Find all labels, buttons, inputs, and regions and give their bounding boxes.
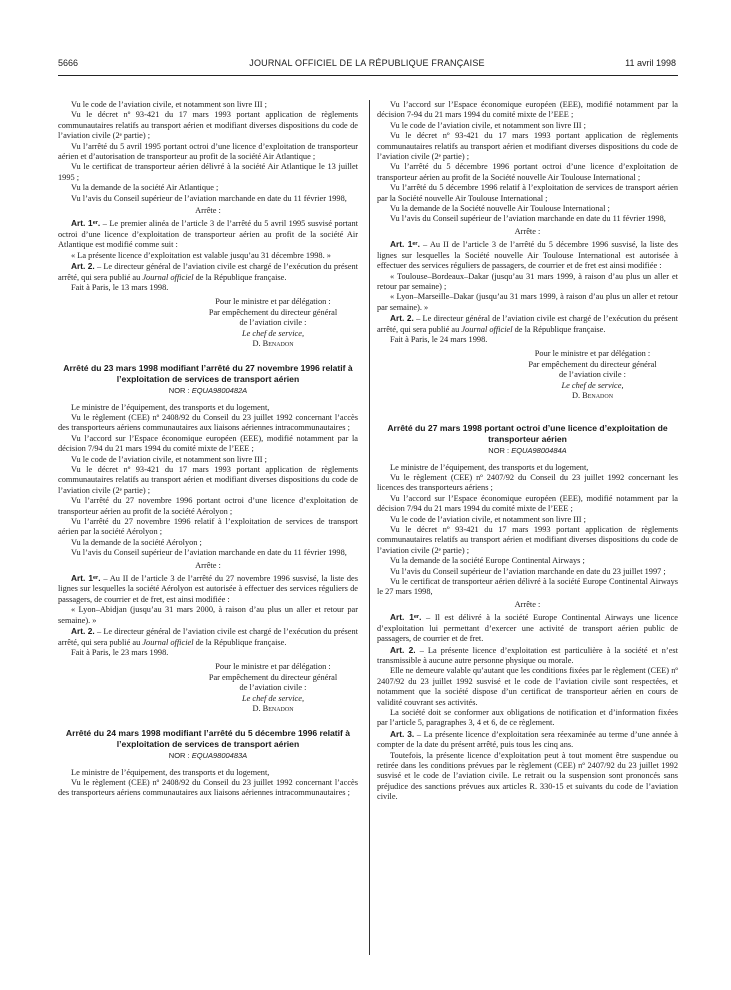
article-label: Art. 1ᵉʳ. [390, 612, 422, 623]
nor-label: NOR : [168, 751, 192, 761]
article-2 [58, 261, 358, 283]
article-1 [58, 218, 358, 250]
sig-line: de l’aviation civile : [239, 318, 307, 328]
visa: Vu l’accord sur l’Espace économique européen (EEE), modifié notamment par la décision 7-94 du 21 mars 1994 du comité mixte de l’EEE ; [377, 100, 678, 120]
article-1-quote: « Lyon–Abidjan (jusqu’au 31 mars 2000, à raison d’au plus un aller et retour par semaine). » [58, 605, 358, 625]
article-text: – Le directeur général de l’aviation civile est chargé de l’exécution du présent arrêté, qui sera publié au [58, 627, 358, 647]
article-text: – Il est délivré à la société Europe Continental Airways une licence d’exploitation lui permettant d’exercer une activité de transport aérien public de passagers, de courrier et de fret. [377, 613, 678, 644]
column-divider [369, 100, 370, 955]
visa: Vu l’avis du Conseil supérieur de l’aviation marchande en date du 11 février 1998, [71, 548, 347, 558]
article-label: Art. 1ᵉʳ. [71, 218, 101, 229]
article-2 [377, 645, 678, 667]
sig-name: D. Benadon [252, 703, 294, 713]
nor-label: NOR : [488, 446, 512, 456]
date-place: Fait à Paris, le 23 mars 1998. [71, 647, 169, 657]
visa: Vu le certificat de transporteur aérien délivré à la société Air Atlantique le 13 juillet 1995 ; [58, 162, 358, 182]
visa: Vu la demande de la société Air Atlantique ; [71, 183, 219, 193]
sig-name: D. Benadon [252, 338, 294, 348]
visa: Le ministre de l’équipement, des transports et du logement, [390, 462, 589, 472]
article-text: de la République française. [193, 272, 287, 282]
visa: Vu l’avis du Conseil supérieur de l’aviation marchande en date du 11 février 1998, [71, 193, 347, 203]
arrete-label: Arrête : [195, 560, 221, 570]
visa: Vu l’avis du Conseil supérieur de l’aviation marchande en date du 23 juillet 1997 ; [390, 566, 666, 576]
visa: Vu le code de l’aviation civile, et notamment son livre III ; [71, 100, 267, 109]
article-3 [377, 729, 678, 751]
sig-line: Le chef de service, [561, 380, 624, 390]
article-text: – Le premier alinéa de l’article 3 de l’arrêté du 5 avril 1995 susvisé portant octroi d’une licence d’exploitation de transporteur aérien au profit de la société Air Atlantique est modifié comme suit : [58, 219, 358, 250]
article-label: Art. 1ᵉʳ. [390, 239, 420, 250]
visa: Vu le décret nº 93-421 du 17 mars 1993 portant application de règlements communautaires relatifs au transport aérien et modifiant diverses dispositions du code de l’aviation civile (2ᵉ partie) ; [377, 131, 678, 162]
article-text: – Au II de l’article 3 de l’arrêté du 27 novembre 1996 susvisé, la liste des lignes sur lesquelles la société Aérolyon est autorisée à effectuer des services réguliers de passagers, de courrier et de fret, est ainsi modifiée : [58, 574, 359, 604]
sig-line: Le chef de service, [241, 328, 305, 338]
right-column [377, 100, 678, 803]
visa: Vu l’arrêté du 5 décembre 1996 relatif à l’exploitation de services de transport aérien par la Société nouvelle Air Toulouse International ; [377, 183, 678, 203]
article-text: de la République française. [193, 637, 287, 647]
visa: Vu l’arrêté du 27 novembre 1996 relatif à l’exploitation de services de transport aérien par la société Aérolyon ; [58, 517, 358, 537]
visa: Vu l’accord sur l’Espace économique européen (EEE), modifié notamment par la décision 7/94 du 21 mars 1994 du comité mixte de l’EEE ; [377, 493, 678, 514]
journal-officiel-ref: Journal officiel [142, 637, 194, 647]
article-1-quote: « Lyon–Marseille–Dakar (jusqu’au 31 mars 1999, à raison d’au plus un aller et retour par semaine). » [377, 292, 678, 312]
sig-line: Par empêchement du directeur général [208, 672, 338, 682]
visa: Vu l’arrêté du 27 novembre 1996 portant octroi d’une licence d’exploitation de transporteur aérien au profit de la société Aérolyon ; [58, 496, 358, 516]
journal-title: JOURNAL OFFICIEL DE LA RÉPUBLIQUE FRANÇAISE [249, 58, 485, 68]
sig-name: D. Benadon [571, 390, 614, 400]
visa: Vu le code de l’aviation civile, et notamment son livre III ; [390, 120, 586, 130]
article-label: Art. 1ᵉʳ. [71, 573, 101, 584]
nor-label: NOR : [168, 386, 192, 396]
visa: Vu la demande de la Société nouvelle Air Toulouse International ; [390, 204, 610, 214]
page-header [58, 58, 676, 72]
sig-line: de l’aviation civile : [559, 370, 626, 380]
article-text: – La présente licence d’exploitation est particulière à la société et n’est transmissible à aucune autre personne physique ou morale. [377, 645, 678, 665]
visa: Vu le règlement (CEE) nº 2408/92 du Conseil du 23 juillet 1992 concernant l’accès des transporteurs aériens communautaires aux liaisons aériennes intracommunautaires ; [58, 777, 358, 798]
signature-block [58, 297, 358, 349]
journal-officiel-ref: Journal officiel [142, 272, 194, 282]
article-2 [58, 626, 358, 648]
visa: Vu le code de l’aviation civile, et notamment son livre III ; [390, 514, 586, 524]
arrete-label: Arrête : [195, 206, 221, 216]
sig-line: Le chef de service, [241, 693, 305, 703]
visa: Le ministre de l’équipement, des transports et du logement, [71, 402, 270, 412]
sig-line: de l’aviation civile : [239, 683, 307, 693]
visa: Vu le décret nº 93-421 du 17 mars 1993 portant application de règlements communautaires relatifs au transport aérien et modifiant diverses dispositions du code de l’aviation civile (2ᵉ partie) ; [58, 465, 358, 495]
nor-reference [58, 386, 358, 396]
article-1-quote: « Toulouse–Bordeaux–Dakar (jusqu’au 31 mars 1999, à raison d’au plus un aller et retour par semaine) ; [377, 271, 678, 291]
decree-title-aerolyon: Arrêté du 23 mars 1998 modifiant l’arrêté du 27 novembre 1996 relatif à l’exploitation de services de transport aérien [63, 363, 353, 384]
sig-line: Par empêchement du directeur général [208, 307, 338, 317]
article-text: – La présente licence d’exploitation sera réexaminée au terme d’une année à compter de la date du présent arrêté, puis tous les cinq ans. [377, 729, 678, 750]
arrete-label: Arrête : [514, 599, 541, 609]
visa: Vu l’avis du Conseil supérieur de l’aviation marchande en date du 11 février 1998, [390, 214, 666, 224]
nor-code: EQUA9800484A [511, 446, 567, 456]
visa: Vu le décret nº 93-421 du 17 mars 1993 portant application de règlements communautaires relatifs au transport aérien et modifiant diverses dispositions du code de l’aviation civile (2ᵉ partie) ; [377, 525, 678, 555]
arrete-label: Arrête : [514, 226, 541, 236]
visa: Vu la demande de la société Europe Continental Airways ; [390, 556, 585, 566]
article-1 [377, 612, 678, 644]
article-label: Art. 2. [71, 261, 95, 272]
article-label: Art. 3. [390, 728, 415, 739]
nor-code: EQUA9800482A [191, 386, 248, 396]
journal-officiel-ref: Journal officiel [461, 324, 513, 334]
article-label: Art. 2. [71, 626, 95, 637]
sig-line: Par empêchement du directeur général [528, 359, 657, 369]
article-2-paragraph: Elle ne demeure valable qu’autant que les conditions fixées par le règlement (CEE) nº 2407/92 du 23 juillet 1992 susvisé et le code de l’aviation civile sont respectées, et notamment que la société dispose d’un certificat de transporteur aérien en cours de validité couvrant ses activités. [377, 666, 678, 707]
article-label: Art. 2. [390, 644, 416, 655]
nor-reference [377, 446, 678, 456]
visa: Vu la demande de la société Aérolyon ; [71, 537, 202, 547]
article-text: – Le directeur général de l’aviation civile est chargé de l’exécution du présent arrêté, qui sera publié au [58, 262, 358, 282]
article-3-paragraph: Toutefois, la présente licence d’exploitation peut à tout moment être suspendue ou retirée dans les conditions prévues par le règlement (CEE) nº 2407/92 du 23 juillet 1992 susvisé et le code de l’aviation civile. Le retrait ou la suspension sont prononcés sans préjudice des sanctions prévues aux articles R. 330-15 et suivants du code de l’aviation civile. [377, 750, 678, 802]
article-2 [377, 313, 678, 335]
article-1 [377, 239, 678, 271]
visa: Vu l’arrêté du 5 avril 1995 portant octroi d’une licence d’exploitation de transporteur aérien et d’autorisation de transporteur au profit de la société Air Atlantique ; [58, 141, 358, 162]
article-1 [58, 573, 358, 605]
issue-date: 11 avril 1998 [625, 58, 676, 68]
sig-line: Pour le ministre et par délégation : [534, 349, 651, 359]
decree-title-europe-continental: Arrêté du 27 mars 1998 portant octroi d’une licence d’exploitation de transporteur aérien [387, 423, 668, 444]
visa: Le ministre de l’équipement, des transports et du logement, [71, 767, 270, 777]
visa: Vu le règlement (CEE) nº 2408/92 du Conseil du 23 juillet 1992 concernant l’accès des transporteurs aériens communautaires aux liaisons aériennes intracommunautaires ; [58, 412, 358, 433]
decree-title-air-toulouse: Arrêté du 24 mars 1998 modifiant l’arrêté du 5 décembre 1996 relatif à l’exploitation de services de transport aérien [65, 728, 351, 749]
article-text: – Le directeur général de l’aviation civile est chargé de l’exécution du présent arrêté, qui sera publié au [377, 314, 678, 334]
left-column [58, 100, 358, 799]
article-text: – Au II de l’article 3 de l’arrêté du 5 décembre 1996 susvisé, la liste des lignes sur lesquelles la Société nouvelle Air Toulouse International est autorisée à effectuer des services réguliers de passagers, de courrier et de fret est ainsi modifiée : [377, 240, 679, 271]
header-rule [58, 75, 678, 76]
visa: Vu le certificat de transporteur aérien délivré à la société Europe Continental Airways le 27 mars 1998, [377, 577, 678, 597]
nor-code: EQUA9800483A [191, 751, 248, 761]
visa: Vu l’accord sur l’Espace économique européen (EEE), modifié notamment par la décision 7/94 du 21 mars 1994 du comité mixte de l’EEE ; [58, 433, 358, 454]
date-place: Fait à Paris, le 24 mars 1998. [390, 334, 488, 344]
date-place: Fait à Paris, le 13 mars 1998. [71, 282, 169, 292]
signature-block [58, 662, 358, 714]
visa: Vu le décret nº 93-421 du 17 mars 1993 portant application de règlements communautaires relatifs au transport aérien et modifiant diverses dispositions du code de l’aviation civile (2ᵉ partie) ; [58, 110, 358, 141]
visa: Vu le code de l’aviation civile, et notamment son livre III ; [71, 454, 267, 464]
visa: Vu le règlement (CEE) nº 2407/92 du Conseil du 23 juillet 1992 concernant les licences des transporteurs aériens ; [377, 473, 678, 493]
article-2-paragraph: La société doit se conformer aux obligations de notification et d’information fixées par l’article 5, paragraphes 3, 4 et 6, de ce règlement. [377, 707, 678, 728]
decree-air-atlantique-visas [58, 100, 358, 204]
nor-reference [58, 751, 358, 761]
sig-line: Pour le ministre et par délégation : [215, 297, 331, 307]
article-1-quote: « La présente licence d’exploitation est valable jusqu’au 31 décembre 1998. » [71, 250, 331, 260]
visa: Vu l’arrêté du 5 décembre 1996 portant octroi d’une licence d’exploitation de transporteur aérien au profit de la Société nouvelle Air Toulouse International ; [377, 162, 678, 182]
signature-block [377, 349, 678, 401]
article-label: Art. 2. [390, 313, 414, 324]
article-text: de la République française. [512, 324, 606, 334]
page-number: 5666 [58, 58, 79, 68]
sig-line: Pour le ministre et par délégation : [215, 662, 331, 672]
